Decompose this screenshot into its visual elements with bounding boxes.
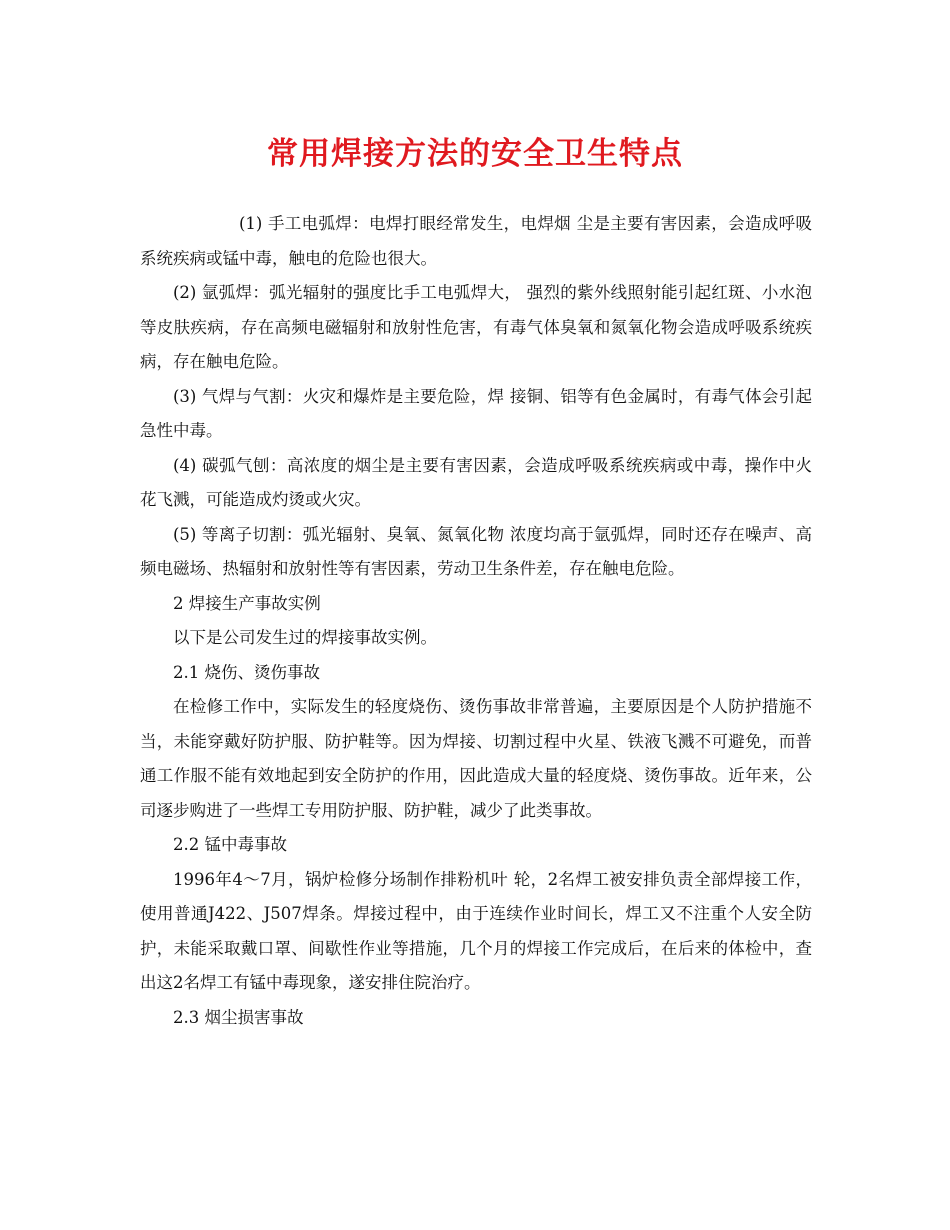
page-title: 常用焊接方法的安全卫生特点 <box>267 136 683 172</box>
document-body <box>140 207 812 1035</box>
paragraph-intro: 以下是公司发生过的焊接事故实例。 <box>173 628 437 647</box>
paragraph-plasma-cutting: (5) 等离子切割：弧光辐射、臭氧、氮氧化物 浓度均高于氩弧焊，同时还存在噪声、高频电磁场、热辐射和放射性等有害因素，劳动卫生条件差，存在触电危险。 <box>140 524 812 578</box>
section-heading-dust: 2.3 烟尘损害事故 <box>173 1007 304 1027</box>
paragraph-manganese: 1996年4～7月，锅炉检修分场制作排粉机叶 轮，2名焊工被安排负责全部焊接工作，使用普通J422、J507焊条。焊接过程中，由于连续作业时间长，焊工又不注重个人安全防护，未能采取戴口罩、间歇性作业等措施，几个月的焊接工作完成后，在后来的体检中，查出这2名焊工有锰中毒现象，遂安排住院治疗。 <box>140 869 812 992</box>
paragraph-manual-arc-welding: (1) 手工电弧焊：电焊打眼经常发生，电焊烟 尘是主要有害因素，会造成呼吸系统疾病或锰中毒，触电的危险也很大。 <box>140 214 812 268</box>
paragraph-carbon-arc-gouging: (4) 碳弧气刨：高浓度的烟尘是主要有害因素，会造成呼吸系统疾病或中毒，操作中火花飞溅，可能造成灼烫或火灾。 <box>140 455 812 509</box>
paragraph-argon-arc-welding: (2) 氩弧焊：弧光辐射的强度比手工电弧焊大， 强烈的紫外线照射能引起红斑、小水泡等皮肤疾病，存在高频电磁辐射和放射性危害，有毒气体臭氧和氮氧化物会造成呼吸系统疾病，存在触电危险。 <box>140 283 812 371</box>
paragraph-burns: 在检修工作中，实际发生的轻度烧伤、烫伤事故非常普遍，主要原因是个人防护措施不当，未能穿戴好防护服、防护鞋等。因为焊接、切割过程中火星、铁液飞溅不可避免，而普通工作服不能有效地起到安全防护的作用，因此造成大量的轻度烧、烫伤事故。近年来，公司逐步购进了一些焊工专用防护服、防护鞋，减少了此类事故。 <box>140 697 812 820</box>
section-heading-accident-cases: 2 焊接生产事故实例 <box>173 593 321 613</box>
section-heading-manganese: 2.2 锰中毒事故 <box>173 835 287 854</box>
section-heading-burns: 2.1 烧伤、烫伤事故 <box>173 662 320 682</box>
paragraph-gas-welding-cutting: (3) 气焊与气割：火灾和爆炸是主要危险，焊 接铜、铝等有色金属时，有毒气体会引起急性中毒。 <box>140 386 812 440</box>
